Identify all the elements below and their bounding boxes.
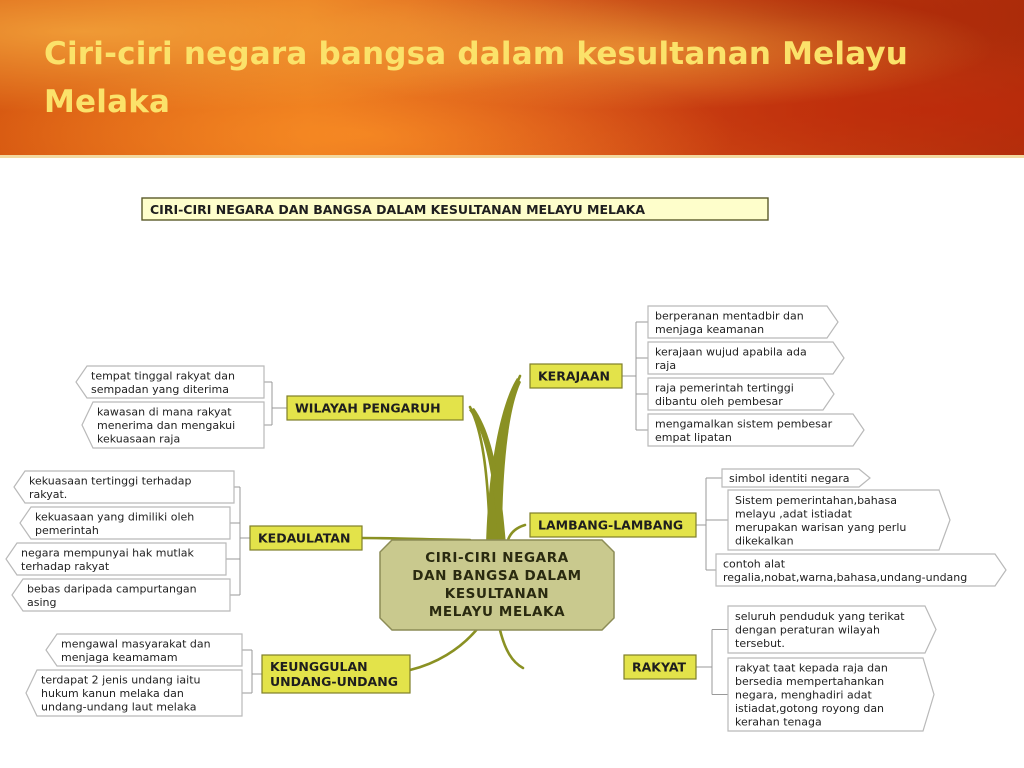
branch-label-keunggulan-line: KEUNGGULAN bbox=[270, 659, 368, 674]
branch-label-wilayah-line: WILAYAH PENGARUH bbox=[295, 400, 441, 416]
branch-label-rakyat-line: RAKYAT bbox=[632, 659, 687, 675]
leaf-text-lambang-1-line: melayu ,adat istiadat bbox=[735, 507, 852, 521]
slide-title bbox=[44, 30, 944, 126]
leaf-text-lambang-1-line: dikekalkan bbox=[735, 534, 794, 548]
leaf-text-kedaulatan-3-line: bebas daripada campurtangan bbox=[27, 582, 197, 596]
leaf-text-kedaulatan-2-line: negara mempunyai hak mutlak bbox=[21, 546, 194, 560]
branch-label-kerajaan-line: KERAJAAN bbox=[538, 368, 610, 384]
branch-label-kedaulatan-line: KEDAULATAN bbox=[258, 530, 351, 546]
center-node-text-line: MELAYU MELAKA bbox=[428, 604, 566, 620]
mind-map-diagram bbox=[0, 158, 1024, 768]
leaf-text-kerajaan-2 bbox=[655, 381, 794, 408]
leaf-text-kedaulatan-0-line: kekuasaan tertinggi terhadap bbox=[29, 474, 192, 488]
leaf-text-wilayah-0 bbox=[91, 369, 235, 396]
leaf-text-kerajaan-2-line: dibantu oleh pembesar bbox=[655, 394, 783, 408]
leaf-text-lambang-2-line: contoh alat bbox=[723, 557, 786, 571]
leaf-text-kedaulatan-0-line: rakyat. bbox=[29, 487, 68, 501]
branch-label-kerajaan bbox=[538, 369, 610, 384]
leaf-text-lambang-1-line: merupakan warisan yang perlu bbox=[735, 520, 907, 534]
leaf-text-rakyat-1-line: kerahan tenaga bbox=[735, 715, 822, 729]
stem-rakyat bbox=[500, 630, 523, 668]
center-node bbox=[380, 540, 614, 630]
leaf-text-rakyat-0-line: tersebut. bbox=[735, 637, 785, 650]
leaf-text-wilayah-0-line: sempadan yang diterima bbox=[91, 382, 229, 396]
leaf-text-kerajaan-2-line: raja pemerintah tertinggi bbox=[655, 381, 794, 395]
leaf-text-kerajaan-0-line: berperanan mentadbir dan bbox=[655, 309, 804, 323]
leaf-text-kedaulatan-2-line: terhadap rakyat bbox=[21, 559, 110, 573]
leaf-text-lambang-2-line: regalia,nobat,warna,bahasa,undang-undang bbox=[723, 570, 968, 584]
leaf-text-kerajaan-0-line: menjaga keamanan bbox=[655, 322, 765, 336]
branch-label-keunggulan-line: UNDANG-UNDANG bbox=[270, 674, 398, 689]
leaf-text-rakyat-1-line: negara, menghadiri adat bbox=[735, 688, 872, 702]
leaf-text-kerajaan-3-line: mengamalkan sistem pembesar bbox=[655, 417, 833, 431]
branch-label-wilayah bbox=[295, 401, 441, 416]
leaf-text-rakyat-0-line: seluruh penduduk yang terikat bbox=[735, 610, 905, 623]
center-node-text-line: DAN BANGSA DALAM bbox=[412, 568, 582, 584]
leaf-text-wilayah-0-line: tempat tinggal rakyat dan bbox=[91, 369, 235, 383]
leaf-text-rakyat-1-line: bersedia mempertahankan bbox=[735, 675, 885, 688]
leaf-text-rakyat-0-line: dengan peraturan wilayah bbox=[735, 623, 881, 637]
leaf-text-rakyat-1-line: istiadat,gotong royong dan bbox=[735, 702, 885, 715]
leaf-text-kerajaan-3-line: empat lipatan bbox=[655, 430, 732, 444]
leaf-text-lambang-0-line: simbol identiti negara bbox=[729, 472, 850, 485]
leaf-text-rakyat-1-line: rakyat taat kepada raja dan bbox=[735, 661, 888, 675]
center-node-text-line: CIRI-CIRI NEGARA bbox=[425, 550, 569, 566]
slide-title-line-1: Ciri-ciri negara bangsa dalam kesultanan Melayu bbox=[44, 36, 909, 72]
slide-header bbox=[0, 0, 1024, 158]
leaf-text-kedaulatan-1-line: pemerintah bbox=[35, 523, 99, 537]
branch-label-lambang-line: LAMBANG-LAMBANG bbox=[538, 517, 684, 533]
branch-label-kedaulatan bbox=[258, 531, 350, 546]
leaf-nodes bbox=[6, 306, 1006, 731]
leaf-text-kedaulatan-3-line: asing bbox=[27, 595, 57, 609]
leaf-text-keunggulan-0-line: menjaga keamamam bbox=[61, 650, 178, 664]
leaf-text-wilayah-1-line: menerima dan mengakui bbox=[97, 419, 236, 432]
leaf-text-keunggulan-1-line: undang-undang laut melaka bbox=[41, 700, 197, 714]
leaf-text-keunggulan-1-line: terdapat 2 jenis undang iaitu bbox=[41, 673, 201, 687]
banner-text: CIRI-CIRI NEGARA DAN BANGSA DALAM KESULTANAN MELAYU MELAKA bbox=[150, 202, 646, 217]
branch-label-lambang bbox=[538, 518, 683, 533]
leaf-text-kerajaan-1-line: raja bbox=[655, 358, 677, 372]
leaf-text-keunggulan-1-line: hukum kanun melaka dan bbox=[41, 687, 184, 700]
leaf-text-keunggulan-0-line: mengawal masyarakat dan bbox=[61, 637, 211, 651]
center-node-text-line: KESULTANAN bbox=[444, 586, 550, 602]
leaf-text-keunggulan-1 bbox=[41, 674, 201, 714]
leaf-text-kedaulatan-1-line: kekuasaan yang dimiliki oleh bbox=[35, 510, 195, 524]
leaf-text-lambang-1-line: Sistem pemerintahan,bahasa bbox=[735, 493, 897, 507]
leaf-text-lambang-0 bbox=[729, 472, 850, 485]
leaf-text-wilayah-1-line: kawasan di mana rakyat bbox=[97, 405, 232, 419]
stem-keunggulan bbox=[410, 628, 478, 670]
stem-lambang bbox=[508, 525, 525, 540]
diagram-banner bbox=[142, 198, 768, 220]
slide-title-line-2: Melaka bbox=[44, 84, 171, 120]
leaf-text-wilayah-1-line: kekuasaan raja bbox=[97, 432, 181, 446]
leaf-text-kerajaan-1-line: kerajaan wujud apabila ada bbox=[655, 345, 807, 359]
branch-label-rakyat bbox=[632, 660, 687, 675]
